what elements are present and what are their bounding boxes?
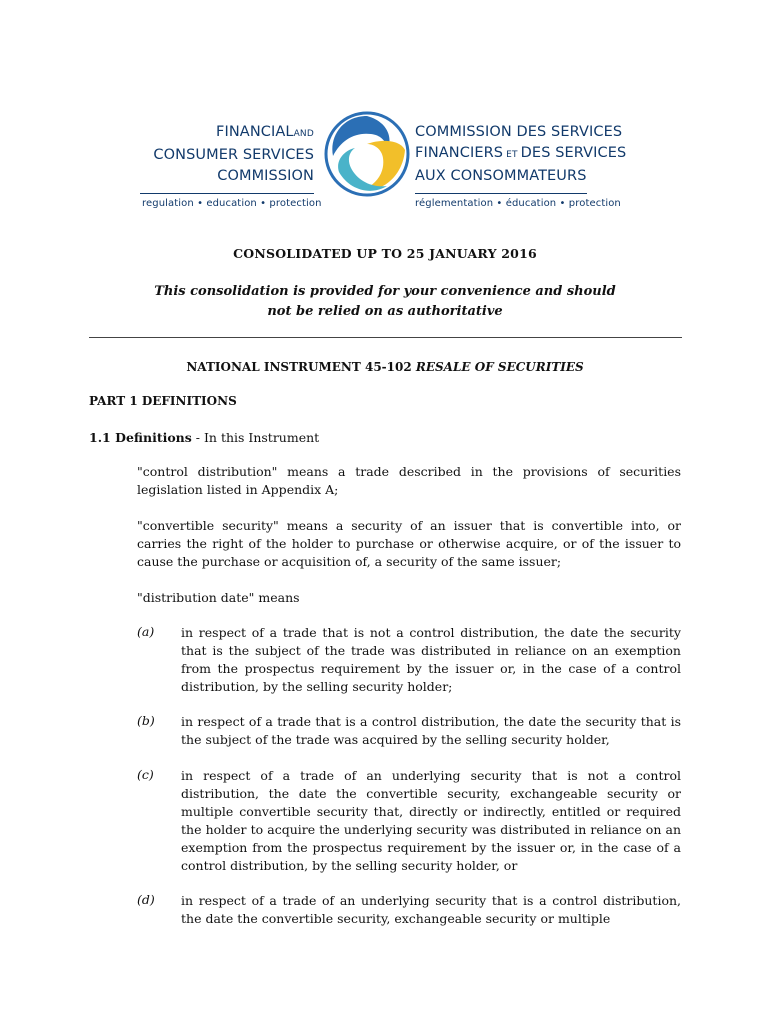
header-fr-et: ET bbox=[506, 150, 518, 160]
instrument-name: RESALE OF SECURITIES bbox=[415, 360, 584, 374]
item-label: (a) bbox=[137, 624, 155, 639]
header-en-tagline: regulation • education • protection bbox=[142, 198, 322, 209]
header-en-financial: FINANCIAL bbox=[216, 124, 294, 140]
header-en-rule bbox=[140, 193, 314, 194]
disclaimer-line2: not be relied on as authoritative bbox=[267, 304, 503, 319]
item-label: (c) bbox=[137, 767, 154, 782]
section-heading bbox=[89, 430, 319, 445]
item-label: (b) bbox=[137, 713, 155, 728]
consolidated-date: CONSOLIDATED UP TO 25 JANUARY 2016 bbox=[233, 246, 537, 261]
header-fr-line3: AUX CONSOMMATEURS bbox=[415, 168, 587, 184]
header-french bbox=[415, 122, 645, 209]
disclaimer bbox=[120, 282, 650, 322]
instrument-title bbox=[0, 360, 770, 374]
section-title: 1.1 Definitions bbox=[89, 430, 192, 445]
instrument-number: NATIONAL INSTRUMENT 45-102 bbox=[186, 360, 412, 374]
disclaimer-line1: This consolidation is provided for your convenience and should bbox=[154, 284, 616, 299]
definition-control-distribution: "control distribution" means a trade described in the provisions of securities legislation listed in Appendix A; bbox=[137, 464, 681, 497]
section-intro: - In this Instrument bbox=[191, 430, 320, 445]
definition-distribution-date: "distribution date" means bbox=[137, 590, 300, 605]
header-fr-des-services: DES SERVICES bbox=[520, 145, 627, 161]
definition-convertible-security: "convertible security" means a security of an issuer that is convertible into, or carries the right of the holder to purchase or otherwise acquire, or of the issuer to cause the purchase or acquisition of, a security of the same issuer; bbox=[137, 518, 681, 569]
header-english bbox=[142, 122, 322, 209]
divider bbox=[89, 337, 682, 338]
header-fr-line1: COMMISSION DES SERVICES bbox=[415, 124, 623, 140]
header-fr-tagline: réglementation • éducation • protection bbox=[415, 198, 621, 209]
item-text: in respect of a trade of an underlying security that is not a control distribution, the date the convertible security, exchangeable security or multiple convertible security that, directly or indirectly, entitled or required the holder to acquire the underlying security was distributed in reliance on an exemption from the prospectus requirement by the issuer or, in the case of a control distribution, by the selling security holder, or bbox=[181, 768, 681, 873]
header-en-and: AND bbox=[293, 129, 314, 139]
item-text: in respect of a trade that is not a control distribution, the date the security that is the subject of the trade was distributed in reliance on an exemption from the prospectus requirement by the issuer or, in the case of a control distribution, by the selling security holder; bbox=[181, 625, 681, 694]
part-heading: PART 1 DEFINITIONS bbox=[89, 394, 237, 408]
header-fr-rule bbox=[415, 193, 587, 194]
item-text: in respect of a trade of an underlying security that is a control distribution, the date the convertible security, exchangeable security or multiple bbox=[181, 893, 681, 926]
item-label: (d) bbox=[137, 892, 155, 907]
header-en-line2: CONSUMER SERVICES bbox=[153, 147, 314, 163]
header-en-line3: COMMISSION bbox=[217, 168, 314, 184]
item-text: in respect of a trade that is a control distribution, the date the security that is the subject of the trade was acquired by the selling security holder, bbox=[181, 714, 681, 747]
header-fr-line2 bbox=[415, 143, 645, 166]
header-en-line1 bbox=[143, 122, 314, 145]
commission-logo-icon bbox=[321, 110, 413, 198]
header-fr-financiers: FINANCIERS bbox=[415, 145, 504, 161]
